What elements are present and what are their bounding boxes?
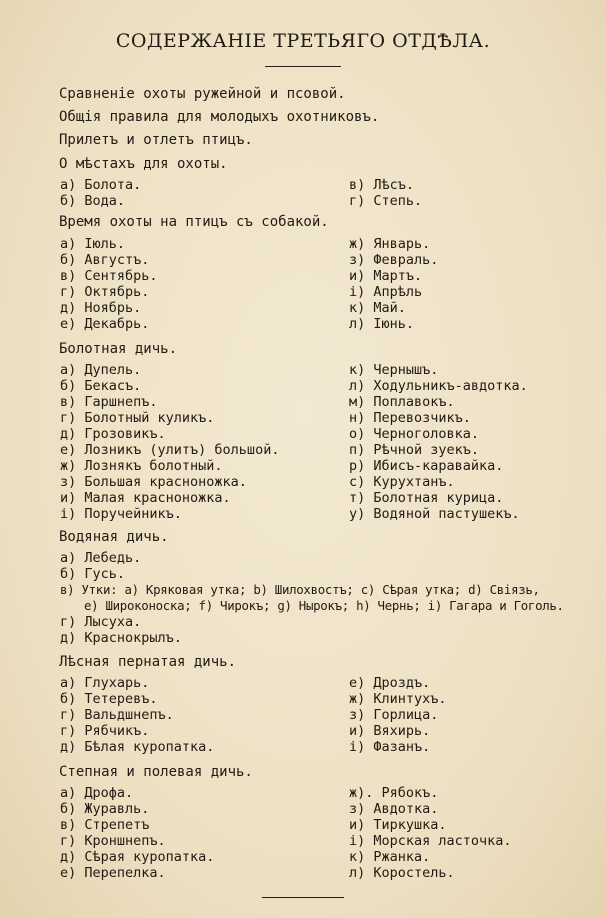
list-item: и) Тиркушка. [349,817,447,833]
list-item: г) Кроншнепъ. [60,833,166,849]
list-item: о) Черноголовка. [349,426,480,442]
list-item: а) Болота. [60,177,142,193]
list-item: і) Фазанъ. [349,739,431,755]
list-item: к) Ржанка. [349,849,431,865]
list-item: б) Вода. [60,193,126,209]
list-item: н) Перевозчикъ. [349,410,471,426]
title-rule [265,66,341,67]
section-title: Лѣсная пернатая дичь. [59,654,237,670]
page-title: СОДЕРЖАНІЕ ТРЕТЬЯГО ОТДѢЛА. [115,30,491,52]
list-item: а) Глухарь. [60,675,150,691]
list-item: б) Журавль. [60,801,150,817]
list-item: е) Перепелка. [60,865,166,881]
list-item: и) Мартъ. [349,268,423,284]
list-item: т) Болотная курица. [349,490,504,506]
list-item: г) Вальдшнепъ. [60,707,174,723]
list-item: ж). Рябокъ. [349,785,439,801]
list-item: з) Горлица. [349,707,439,723]
list-item: з) Большая красноножка. [60,474,247,490]
list-item: а) Дупель. [60,362,142,378]
list-item-ducks-cont: е) Широконоска; f) Чирокъ; g) Нырокъ; h) Чернь; i) Гагара и Гоголь. [84,598,564,613]
list-item: б) Августъ. [60,252,150,268]
list-item: е) Декабрь. [60,316,150,332]
list-item: г) Октябрь. [60,284,150,300]
list-item: ж) Клинтухъ. [349,691,447,707]
list-item: з) Февраль. [349,252,439,268]
section-title: Степная и полевая дичь. [59,764,253,780]
list-item: к) Чернышъ. [349,362,439,378]
list-item: а) Дрофа. [60,785,134,801]
list-item: п) Рѣчной зуекъ. [349,442,480,458]
section-title: О мѣстахъ для охоты. [59,156,228,172]
list-item: к) Май. [349,300,406,316]
section-title: Время охоты на птицъ съ собакой. [59,214,329,230]
list-item: г) Болотный куликъ. [60,410,215,426]
list-item: ж) Январь. [349,236,431,252]
list-item: в) Гаршнепъ. [60,394,158,410]
list-item: а) Іюль. [60,236,126,252]
list-item: м) Поплавокъ. [349,394,455,410]
section-title: Общія правила для молодыхъ охотниковъ. [59,109,380,125]
list-item: л) Іюнь. [349,316,415,332]
list-item: ж) Лознякъ болотный. [60,458,223,474]
section-title: Сравненіе охоты ружейной и псовой. [59,86,346,102]
list-item: и) Малая красноножка. [60,490,231,506]
section-title: Водяная дичь. [59,529,169,545]
list-item: д) Бѣлая куропатка. [60,739,215,755]
list-item: е) Лозникъ (улитъ) большой. [60,442,280,458]
list-item: г) Рябчикъ. [60,723,150,739]
list-item: д) Сѣрая куропатка. [60,849,215,865]
list-item: д) Ноябрь. [60,300,142,316]
footer-rule [262,897,344,898]
list-item: в) Стрепетъ [60,817,150,833]
list-item: і) Апрѣль [349,284,423,300]
list-item: л) Коростель. [349,865,455,881]
list-item: с) Курухтанъ. [349,474,455,490]
list-item: б) Бекасъ. [60,378,142,394]
list-item: р) Ибисъ-каравайка. [349,458,504,474]
section-title: Болотная дичь. [59,341,178,357]
list-item: е) Дроздъ. [349,675,431,691]
list-item: д) Грозовикъ. [60,426,166,442]
list-item: л) Ходульникъ-авдотка. [349,378,528,394]
list-item: д) Краснокрылъ. [60,630,182,646]
list-item-ducks: в) Утки: а) Кряковая утка; b) Шилохвостъ; с) Сѣрая утка; d) Свіязь, [60,582,540,597]
list-item: г) Степь. [349,193,423,209]
list-item: у) Водяной пастушекъ. [349,506,520,522]
list-item: з) Авдотка. [349,801,439,817]
list-item: в) Сентябрь. [60,268,158,284]
list-item: і) Поручейникъ. [60,506,182,522]
section-title: Прилетъ и отлетъ птицъ. [59,132,253,148]
list-item: в) Лѣсъ. [349,177,415,193]
list-item: і) Морская ласточка. [349,833,512,849]
list-item: и) Вяхирь. [349,723,431,739]
list-item: б) Тетеревъ. [60,691,158,707]
list-item: б) Гусь. [60,566,126,582]
list-item: г) Лысуха. [60,614,142,630]
list-item: а) Лебедь. [60,550,142,566]
